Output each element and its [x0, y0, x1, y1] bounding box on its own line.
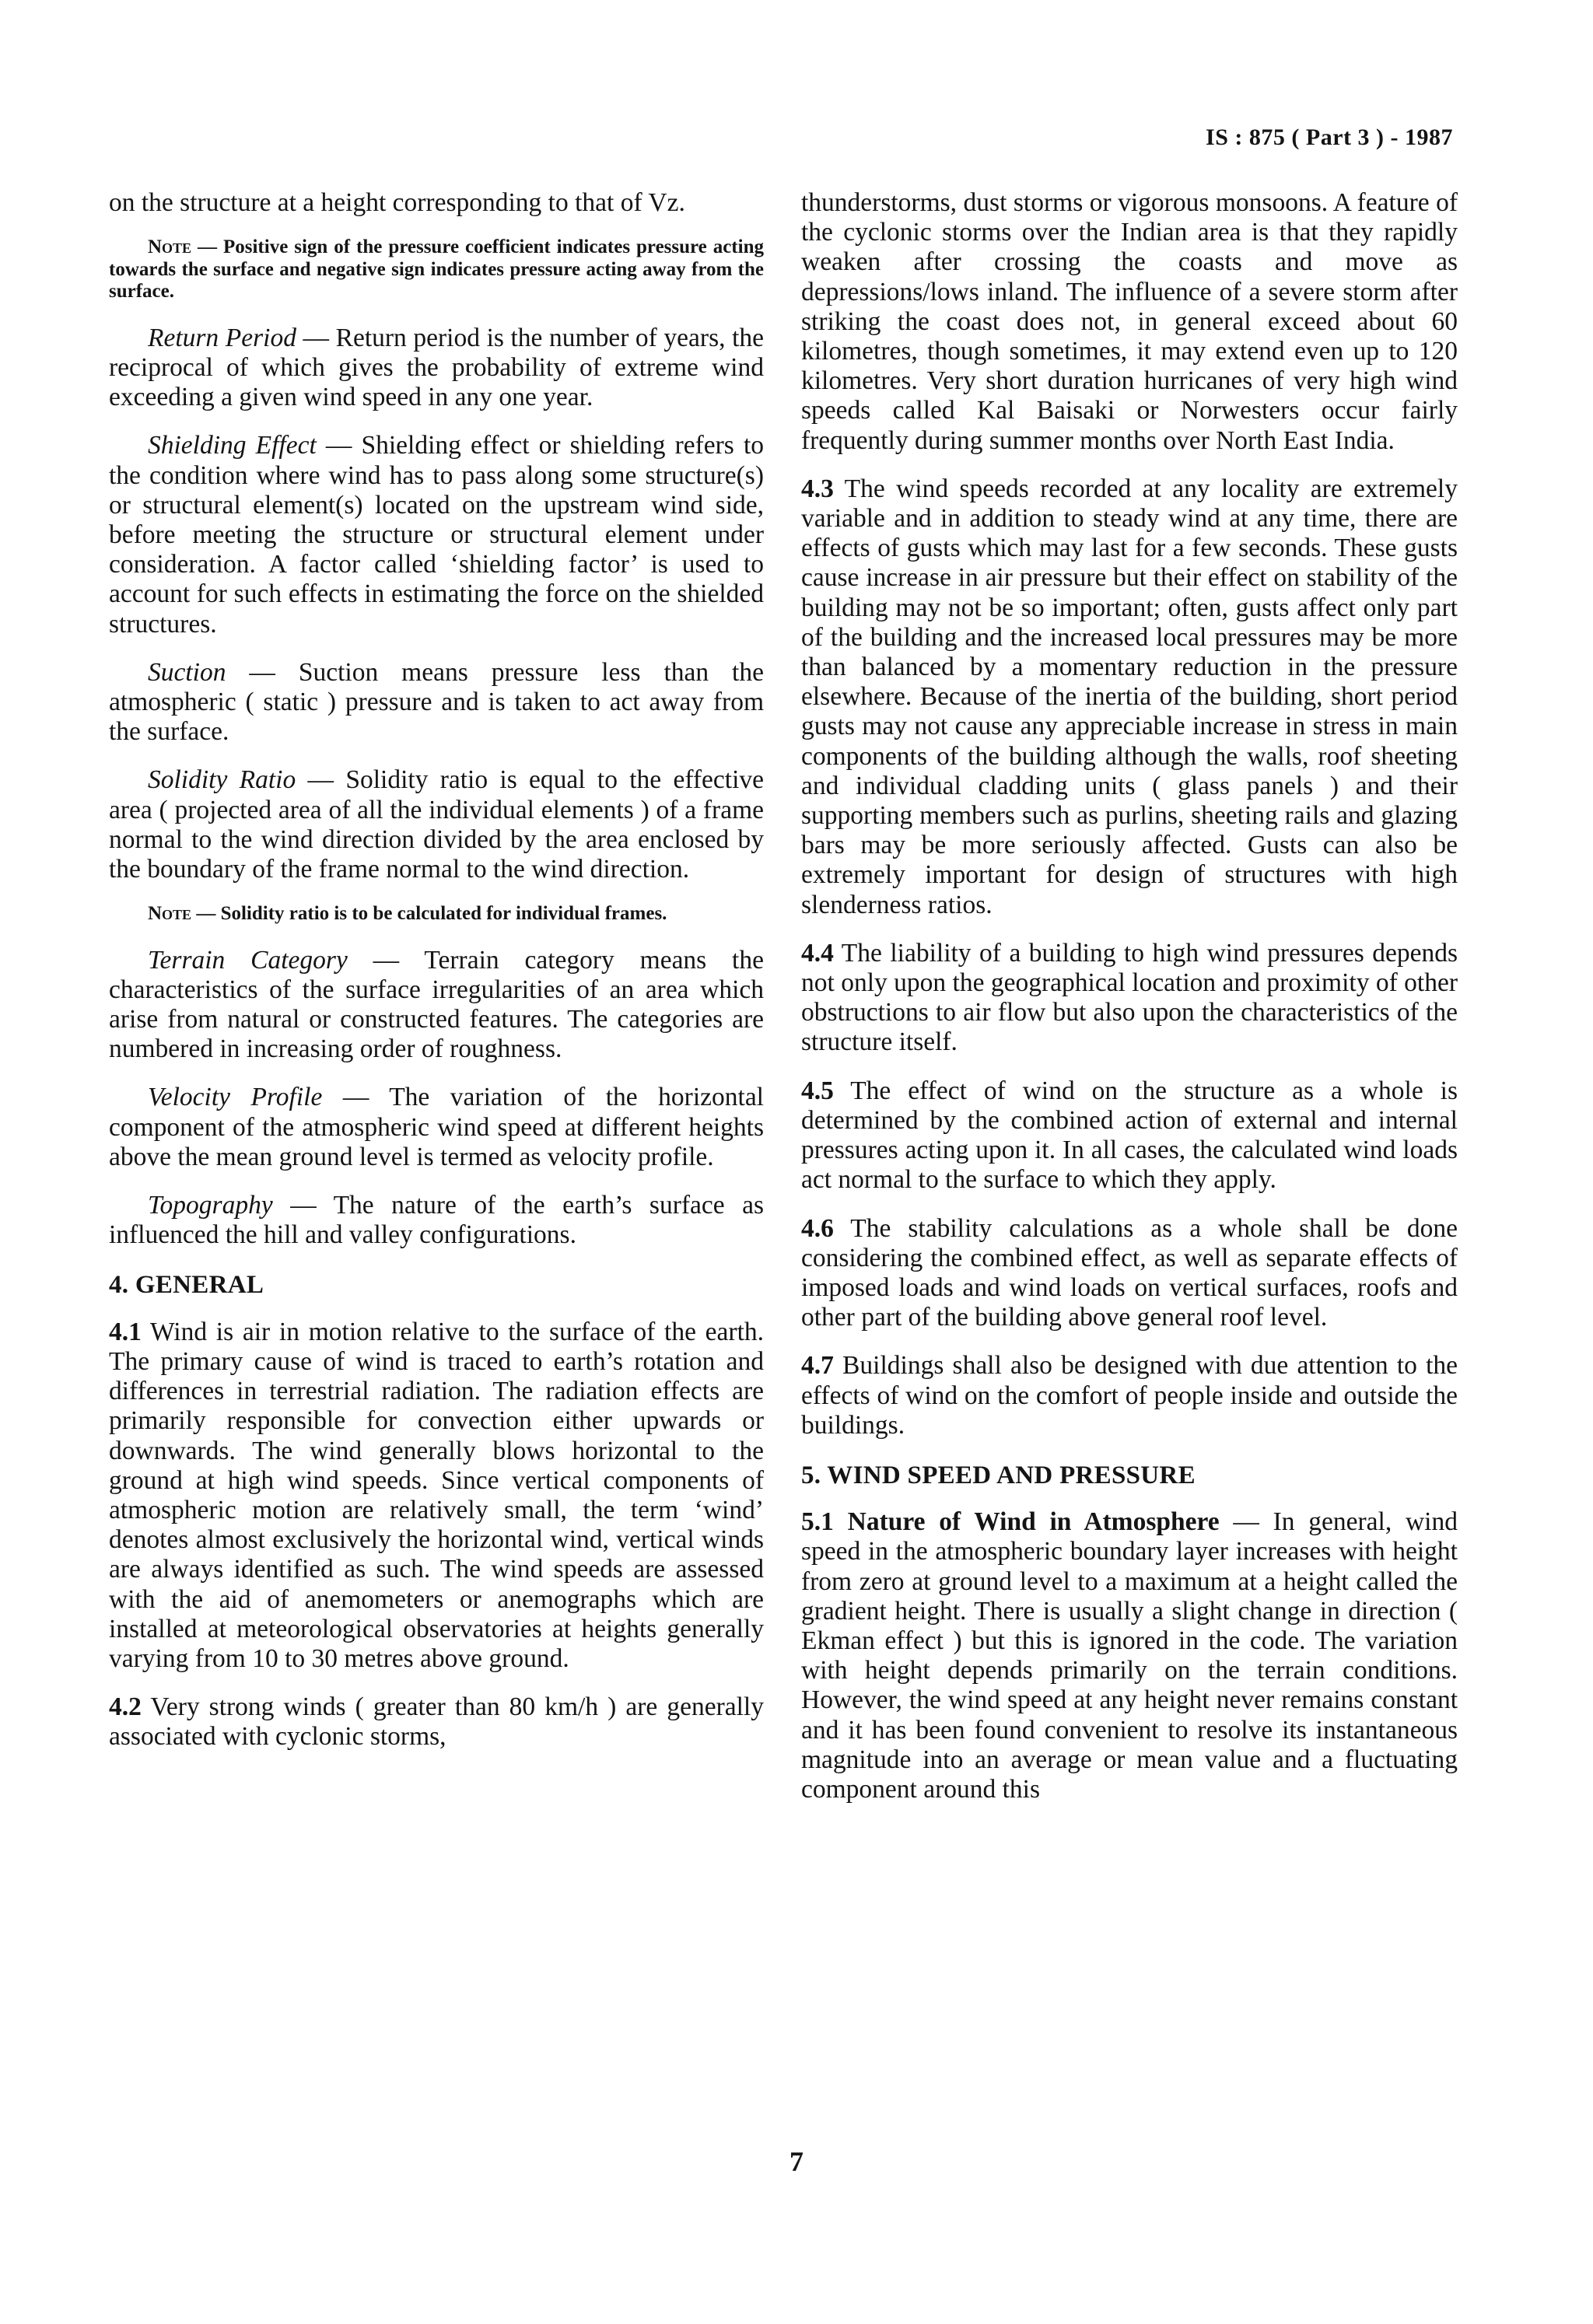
- clause-text: Wind is air in motion relative to the surface of the earth. The primary cause of wind is traced to earth’s rotation and differences in terrestrial radiation. The radiation effects are primarily responsible for convection either upwards or downwards. The wind generally blows horizontal to the ground at high wind speeds. Since vertical components of atmospheric motion are relatively small, the term ‘wind’ denotes almost exclusively the horizontal wind, vertical winds are always identified as such. The wind speeds are assessed with the aid of anemometers or anemographs which are installed at meteorological observatories at heights generally varying from 10 to 30 metres above ground.: [109, 1317, 764, 1673]
- clause-number: 4.6: [801, 1213, 834, 1243]
- note-solidity-ratio: [109, 903, 764, 926]
- clause-4-2: [109, 1692, 764, 1752]
- definition-return-period: [109, 324, 764, 413]
- definition-text: — Return period is the number of years, the reciprocal of which gives the probability of extreme wind exceeding a given wind speed in any one year.: [109, 323, 765, 412]
- definition-text: — Suction means pressure less than the atmospheric ( static ) pressure and is taken to act away from the surface.: [109, 657, 764, 747]
- clause-number: 4.5: [801, 1076, 834, 1105]
- clause-4-6: [801, 1214, 1458, 1333]
- note-pressure-coefficient: [109, 236, 764, 303]
- page-number: 7: [789, 2146, 804, 2177]
- continuation-text: on the structure at a height corresponding to that of Vz.: [109, 188, 685, 217]
- term-label: Solidity Ratio: [148, 765, 296, 795]
- clause-text: The stability calculations as a whole shall be done considering the combined effect, as well as separate effects of imposed loads and wind loads on vertical surfaces, roofs and other part of the building above general roof level.: [801, 1213, 1458, 1332]
- clause-text: Very strong winds ( greater than 80 km/h ) are generally associated with cyclonic storms,: [109, 1692, 764, 1752]
- clause-heading: Nature of Wind in Atmosphere: [833, 1507, 1220, 1537]
- clause-number: 4.2: [109, 1692, 142, 1722]
- right-column: [801, 188, 1458, 1823]
- clause-4-5: [801, 1076, 1458, 1195]
- definition-text: — Shielding effect or shielding refers to the condition where wind has to pass along some structure(s) or structural element(s) located on the upstream wind side, before meeting the structure or structural element under consideration. A factor called ‘shielding factor’ is used to account for such effects in estimating the force on the shielded structures.: [109, 431, 764, 639]
- clause-number: 4.7: [801, 1351, 834, 1381]
- clause-number: 4.3: [801, 474, 834, 503]
- note-text: — Solidity ratio is to be calculated for individual frames.: [191, 903, 667, 925]
- clause-text: The wind speeds recorded at any locality are extremely variable and in addition to steady wind at any time, there are effects of gusts which may last for a few seconds. These gusts cause increase in air pressure but their effect on stability of the building may not be so important; often, gusts affect only part of the building and the increased local pressures may be more than balanced by a momentary reduction in the pressure elsewhere. Because of the inertia of the building, short period gusts may not cause any appreciable increase in stress in main components of the building although the walls, roof sheeting and individual cladding units ( glass panels ) and their supporting members such as purlins, sheeting rails and glazing bars may be more seriously affected. Gusts can also be extremely important for design of structures with high slenderness ratios.: [801, 474, 1458, 919]
- clause-number: 5.1: [801, 1507, 834, 1537]
- clause-4-3: [801, 474, 1458, 920]
- definition-solidity-ratio: [109, 765, 764, 884]
- term-label: Suction: [148, 657, 226, 687]
- definition-text: — Solidity ratio is equal to the effective area ( projected area of all the individual elements ) of a frame normal to the wind direction divided by the area enclosed by the boundary of the frame normal to the wind direction.: [109, 765, 765, 884]
- clause-text: The effect of wind on the structure as a whole is determined by the combined action of external and internal pressures acting upon it. In all cases, the calculated wind loads act normal to the surface to which they apply.: [801, 1076, 1458, 1195]
- definition-text: — Terrain category means the characteristics of the surface irregularities of an area which arise from natural or constructed features. The categories are numbered in increasing order of roughness.: [109, 945, 764, 1064]
- term-label: Topography: [148, 1191, 273, 1220]
- clause-text: Buildings shall also be designed with due attention to the effects of wind on the comfort of people inside and outside the buildings.: [801, 1351, 1458, 1440]
- clause-4-7: [801, 1351, 1458, 1440]
- left-column: [109, 188, 764, 1771]
- note-label: Note: [148, 903, 192, 925]
- note-text: — Positive sign of the pressure coefficient indicates pressure acting towards the surface and negative sign indicates pressure acting away from the surface.: [109, 236, 764, 303]
- clause-text: The liability of a building to high wind pressures depends not only upon the geographical location and proximity of other obstructions to air flow but also upon the characteristics of the structure itself.: [801, 938, 1458, 1057]
- definition-shielding-effect: [109, 431, 764, 639]
- definition-text: — The variation of the horizontal component of the atmospheric wind speed at different heights above the mean ground level is termed as velocity profile.: [109, 1083, 764, 1171]
- definition-velocity-profile: [109, 1083, 764, 1172]
- definition-text: — The nature of the earth’s surface as influenced the hill and valley configurations.: [109, 1191, 764, 1250]
- section-heading-general: 4. GENERAL: [109, 1271, 264, 1300]
- definition-topography: [109, 1191, 764, 1250]
- clause-4-1: [109, 1318, 764, 1674]
- running-head: IS : 875 ( Part 3 ) - 1987: [1206, 124, 1453, 150]
- continuation-text: thunderstorms, dust storms or vigorous monsoons. A feature of the cyclonic storms over the Indian area is that they rapidly weaken after crossing the coasts and move as depressions/lows inland. The influence of a severe storm after striking the coast does not, in general exceed about 60 kilometres, though sometimes, it may extend even up to 120 kilometres. Very short duration hurricanes of very high wind speeds called Kal Baisaki or Norwesters occur fairly frequently during summer months over North East India.: [801, 188, 1458, 455]
- clause-5-1: [801, 1507, 1458, 1804]
- term-label: Terrain Category: [148, 945, 348, 975]
- clause-text: — In general, wind speed in the atmospheric boundary layer increases with height from zero at ground level to a maximum at a height called the gradient height. There is usually a slight change in direction ( Ekman effect ) but this is ignored in the code. The variation with height depends primarily on the terrain conditions. However, the wind speed at any height never remains constant and it has been found convenient to resolve its instantaneous magnitude into an average or mean value and a fluctuating component around this: [801, 1507, 1458, 1804]
- section-heading-wind-speed: 5. WIND SPEED AND PRESSURE: [801, 1461, 1196, 1489]
- note-label: Note: [148, 236, 192, 258]
- term-label: Shielding Effect: [148, 431, 317, 460]
- clause-number: 4.1: [109, 1317, 142, 1346]
- term-label: Return Period: [148, 323, 296, 352]
- clause-number: 4.4: [801, 938, 834, 968]
- term-label: Velocity Profile: [148, 1083, 323, 1112]
- definition-suction: [109, 658, 764, 747]
- definition-terrain-category: [109, 946, 764, 1065]
- clause-4-4: [801, 939, 1458, 1058]
